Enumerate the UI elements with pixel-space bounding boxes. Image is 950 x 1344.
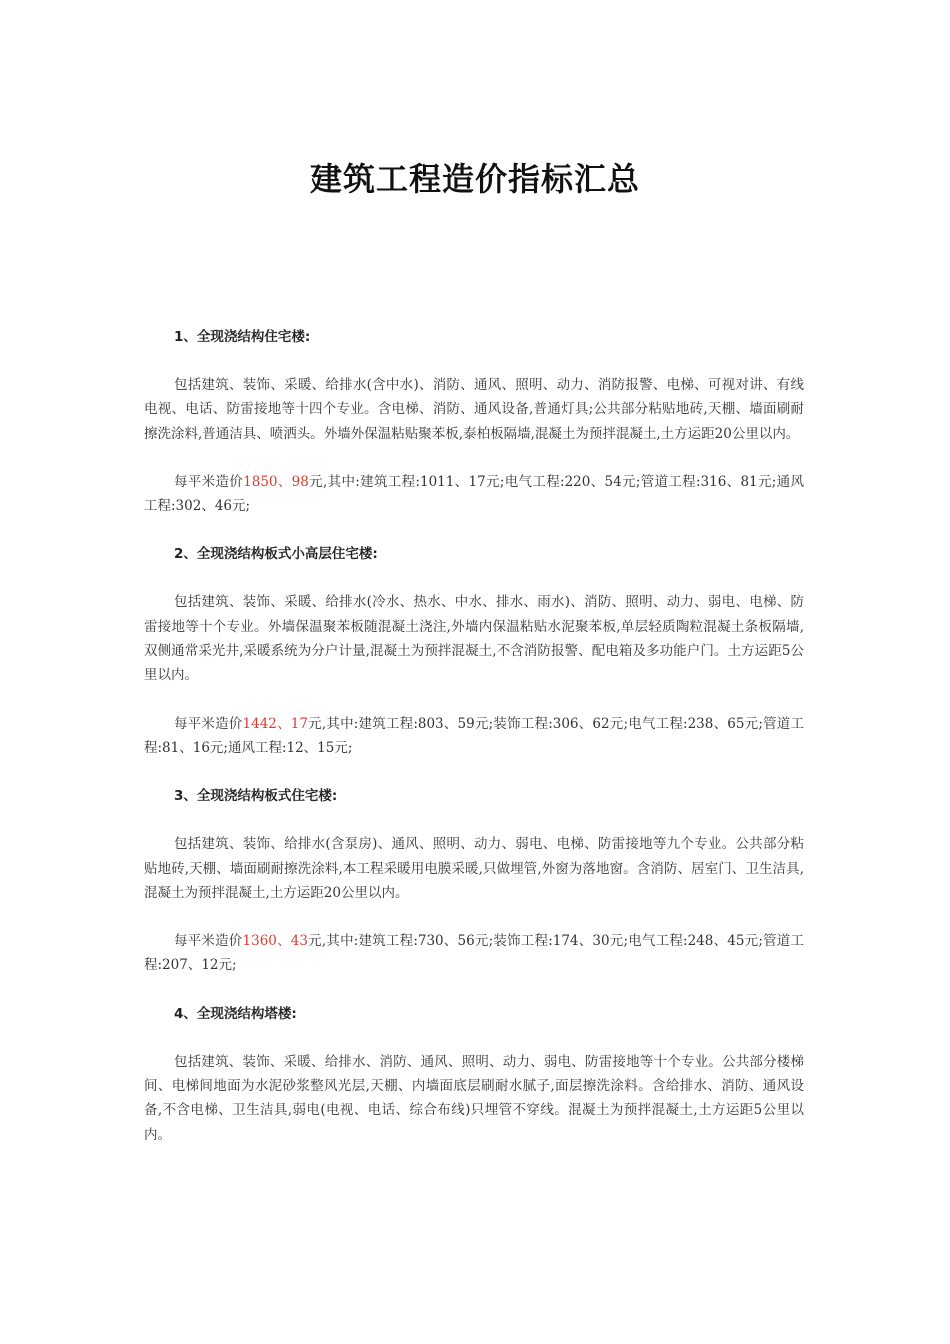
section-cost <box>144 470 804 519</box>
cost-breakdown: 元,其中:建筑工程:803、59元;装饰工程:306、62元;电气工程:238、65元;管道工程:81、16元;通风工程:12、15元; <box>144 715 805 756</box>
section-heading: 4、全现浇结构塔楼: <box>174 1005 297 1022</box>
section-cost <box>144 929 804 978</box>
section-description: 包括建筑、装饰、采暖、给排水(含中水)、消防、通风、照明、动力、消防报警、电梯、可视对讲、有线电视、电话、防雷接地等十四个专业。含电梯、消防、通风设备,普通灯具;公共部分粘贴地砖,天棚、墙面刷耐擦洗涂料,普通洁具、喷洒头。外墙外保温粘贴聚苯板,泰柏板隔墙,混凝土为预拌混凝土,土方运距20公里以内。 <box>144 377 804 442</box>
cost-prefix: 每平米造价 <box>174 473 244 490</box>
section-4 <box>144 1002 804 1147</box>
section-description: 包括建筑、装饰、采暖、给排水(冷水、热水、中水、排水、雨水)、消防、照明、动力、弱电、电梯、防雷接地等十个专业。外墙保温聚苯板随混凝土浇注,外墙内保温粘贴水泥聚苯板,单层轻质陶粒混凝土条板隔墙,双侧通常采光井,采暖系统为分户计量,混凝土为预拌混凝土,不含消防报警、配电箱及多功能户门。土方运距5公里以内。 <box>144 594 804 684</box>
page-title: 建筑工程造价指标汇总 <box>309 160 640 198</box>
cost-value: 1360、43 <box>242 933 308 950</box>
cost-value: 1442、17 <box>242 715 308 732</box>
section-description: 包括建筑、装饰、采暖、给排水、消防、通风、照明、动力、弱电、防雷接地等十个专业。公共部分楼梯间、电梯间地面为水泥砂浆整风光层,天棚、内墙面底层刷耐水腻子,面层擦洗涂料。含给排水、消防、通风设备,不含电梯、卫生洁具,弱电(电视、电话、综合布线)只埋管不穿线。混凝土为预拌混凝土,土方运距5公里以内。 <box>144 1053 804 1143</box>
section-heading: 1、全现浇结构住宅楼: <box>174 329 311 345</box>
cost-prefix: 每平米造价 <box>174 933 243 950</box>
section-description: 包括建筑、装饰、给排水(含泵房)、通风、照明、动力、弱电、电梯、防雷接地等九个专业。公共部分粘贴地砖,天棚、墙面刷耐擦洗涂料,本工程采暖用电膜采暖,只做埋管,外窗为落地窗。含消防、居室门、卫生洁具,混凝土为预拌混凝土,土方运距20公里以内。 <box>144 836 804 901</box>
cost-prefix: 每平米造价 <box>174 715 243 732</box>
cost-value: 1850、98 <box>243 473 309 490</box>
section-heading: 3、全现浇结构板式住宅楼: <box>174 788 338 805</box>
cost-breakdown: 元,其中:建筑工程:730、56元;装饰工程:174、30元;电气工程:248、45元;管道工程:207、12元; <box>144 933 805 974</box>
section-cost <box>144 712 804 761</box>
cost-breakdown: 元,其中:建筑工程:1011、17元;电气工程:220、54元;管道工程:316、81元;通风工程:302、46元; <box>144 473 805 515</box>
section-2 <box>144 542 804 760</box>
document-body <box>144 325 804 1171</box>
section-heading: 2、全现浇结构板式小高层住宅楼: <box>174 546 378 563</box>
section-3 <box>144 784 804 977</box>
section-1 <box>144 325 804 518</box>
